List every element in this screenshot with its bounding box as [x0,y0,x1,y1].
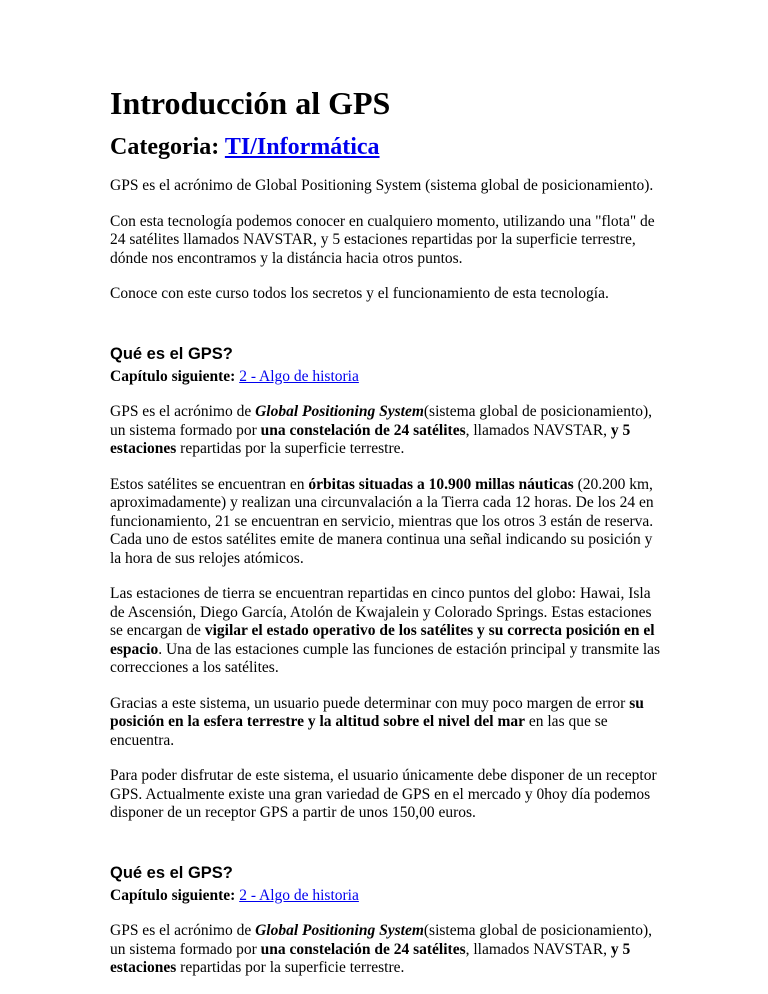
section-1-paragraph-1 [110,403,666,459]
section-1-paragraph-5: Para poder disfrutar de este sistema, el usuario únicamente debe disponer de un receptor GPS. Actualmente existe una gran variedad de GPS en el mercado y 0hoy día podemos disponer de un receptor GPS a partir de unos 150,00 euros. [110,767,657,821]
emphasis-text: Global Positioning System [255,922,424,939]
text: Gracias a este sistema, un usuario puede determinar con muy poco margen de error [110,694,630,712]
bold-text: vigilar el estado operativo de los satélites y su correcta posición en el espacio [110,622,655,658]
text: (sistema global de posicionamiento), un sistema formado por [110,403,653,439]
section-1-next-chapter [110,368,666,387]
section-1-title: Qué es el GPS? [110,344,233,363]
text: (sistema global de posicionamiento), un sistema formado por [110,922,653,958]
section-1-paragraph-3 [110,585,666,678]
text: repartidas por la superficie terrestre. [176,440,405,457]
next-chapter-label: Capítulo siguiente: [110,886,236,904]
next-chapter-link[interactable]: 2 - Algo de historia [239,367,359,385]
text: , llamados NAVSTAR, [465,940,611,958]
text: Las estaciones de tierra se encuentran repartidas en cinco puntos del globo: Hawai, Isla de Ascensión, Diego García, Atolón de Kwajalein y Colorado Springs. Estas estaciones se encargan de [110,585,652,639]
section-2-paragraph-1 [110,922,666,978]
category-link[interactable]: TI/Informática [224,134,380,160]
intro-paragraph-2: Con esta tecnología podemos conocer en cualquiero momento, utilizando una "flota" de 24 satélites llamados NAVSTAR, y 5 estaciones repartidas por la superficie terrestre, dónde nos encontramos y la distáncia hacia otros puntos. [110,212,655,267]
bold-text: su posición en la esfera terrestre y la altitud sobre el nivel del mar [110,694,644,730]
page-title: Introducción al GPS [110,85,391,121]
intro-paragraph-3: Conoce con este curso todos los secretos y el funcionamiento de esta tecnología. [110,285,609,302]
text: Estos satélites se encuentran en [110,475,309,493]
document-content [110,84,666,978]
bold-text: y 5 estaciones [110,421,631,457]
section-2-next-chapter [110,887,666,906]
section-1-paragraph-2 [110,476,666,569]
section-1-paragraph-4 [110,695,666,751]
section-2 [110,863,666,978]
text: , llamados NAVSTAR, [465,421,611,439]
category-label: Categoria: [110,134,220,160]
bold-text: y 5 estaciones [110,940,631,976]
section-1 [110,344,666,823]
text: . Una de las estaciones cumple las funciones de estación principal y transmite las correcciones a los satélites. [110,640,661,676]
text: GPS es el acrónimo de [110,922,256,939]
category-heading [110,133,666,161]
section-2-title: Qué es el GPS? [110,863,233,882]
text: repartidas por la superficie terrestre. [176,959,405,976]
bold-text: órbitas situadas a 10.900 millas náuticas [308,475,574,493]
next-chapter-label: Capítulo siguiente: [110,367,236,385]
text: (20.200 km, aproximadamente) y realizan una circunvalación a la Tierra cada 12 horas. De los 24 en funcionamiento, 21 se encuentran en servicio, mientras que los otros 3 están de reserva. Cada uno de estos satélites emite de manera continua una señal indicando su posición y la hora de sus relojes atómicos. [110,475,654,567]
text: en las que se encuentra. [110,713,608,749]
intro-paragraph-1: GPS es el acrónimo de Global Positioning System (sistema global de posicionamiento). [110,177,654,194]
next-chapter-link[interactable]: 2 - Algo de historia [239,886,359,904]
bold-text: una constelación de 24 satélites [260,940,466,958]
emphasis-text: Global Positioning System [255,403,424,420]
bold-text: una constelación de 24 satélites [260,421,466,439]
text: GPS es el acrónimo de [110,403,256,420]
